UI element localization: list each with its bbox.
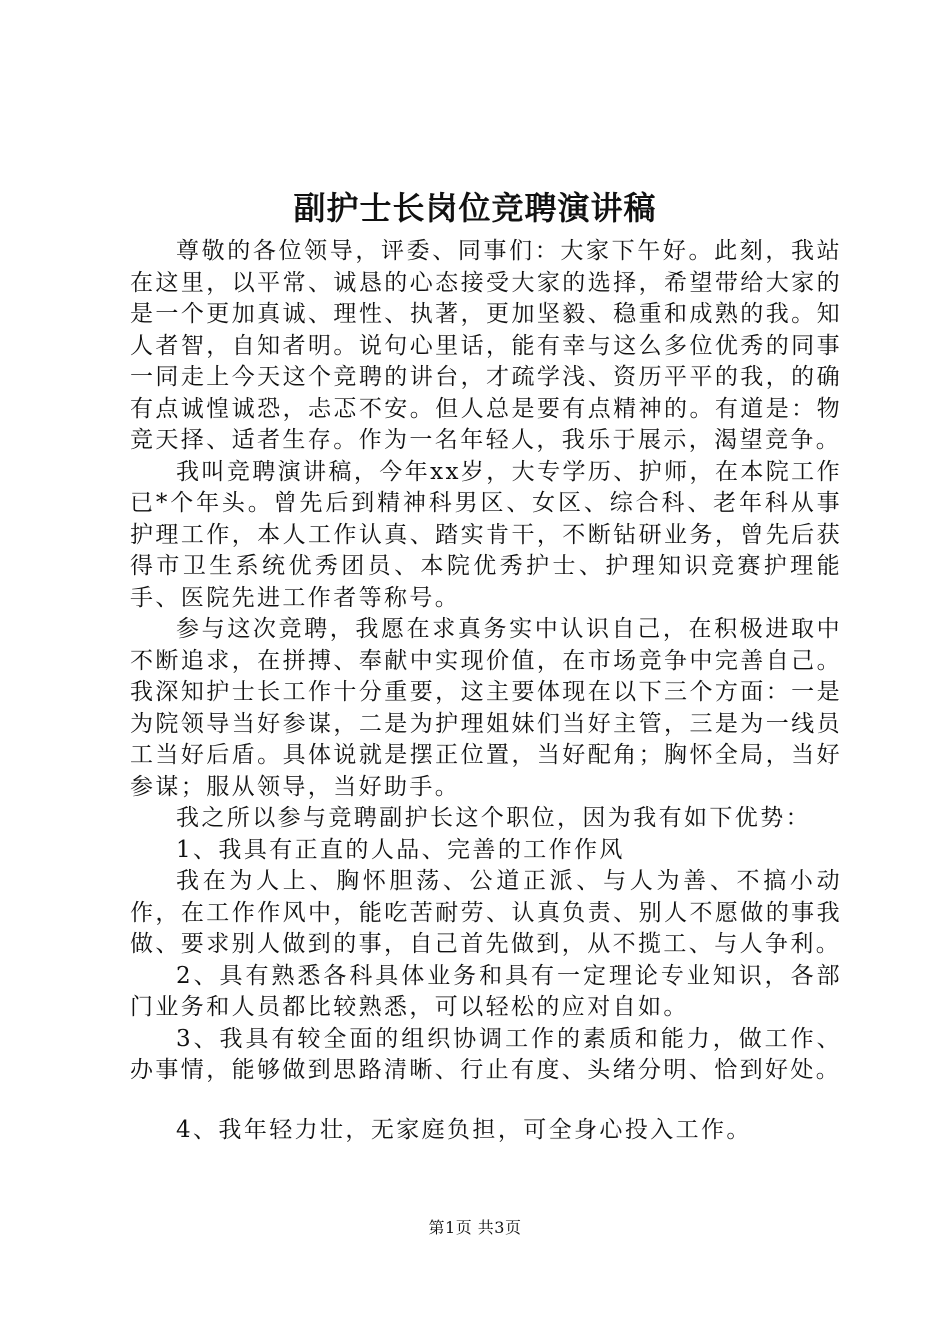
paragraph-advantage-2: 2、具有熟悉各科具体业务和具有一定理论专业知识，各部门业务和人员都比较熟悉，可以轻松的应对自如。 [130,962,842,1020]
paragraph-greeting: 尊敬的各位领导，评委、同事们：大家下午好。此刻，我站在这里，以平常、诚恳的心态接受大家的选择，希望带给大家的是一个更加真诚、理性、执著，更加坚毅、稳重和成熟的我。知人者智，自知者明。说句心里话，能有幸与这么多位优秀的同事一同走上今天这个竞聘的讲台，才疏学浅、资历平平的我，的确有点诚惶诚恐，忐忑不安。但人总是要有点精神的。有道是：物竞天择、适者生存。作为一名年轻人，我乐于展示，渴望竞争。 [130,238,842,453]
paragraph-advantages-intro: 我之所以参与竞聘副护长这个职位，因为我有如下优势： [176,805,811,831]
document-body [130,236,842,1146]
paragraph-advantage-1-heading: 1、我具有正直的人品、完善的工作作风 [176,836,625,863]
paragraph-self-introduction: 我叫竞聘演讲稿，今年xx岁，大专学历、护师，在本院工作已*个年头。曾先后到精神科男区、女区、综合科、老年科从事护理工作，本人工作认真、踏实肯干，不断钻研业务，曾先后获得市卫生系统优秀团员、本院优秀护士、护理知识竞赛护理能手、医院先进工作者等称号。 [130,458,842,611]
paragraph-advantage-4: 4、我年轻力壮，无家庭负担，可全身心投入工作。 [176,1116,752,1143]
paragraph-motivation: 参与这次竞聘，我愿在求真务实中认识自己，在积极进取中不断追求，在拼搏、奉献中实现价值，在市场竞争中完善自己。我深知护士长工作十分重要，这主要体现在以下三个方面：一是为院领导当好参谋，二是为护理姐妹们当好主管，三是为一线员工当好后盾。具体说就是摆正位置，当好配角；胸怀全局，当好参谋；服从领导，当好助手。 [130,616,842,800]
document-title: 副护士长岗位竞聘演讲稿 [293,189,657,227]
paragraph-advantage-1-detail: 我在为人上、胸怀胆荡、公道正派、与人为善、不搞小动作，在工作作风中，能吃苦耐劳、认真负责、别人不愿做的事我做、要求别人做到的事，自己首先做到，从不揽工、与人争利。 [130,868,842,957]
page-number-footer: 第1页 共3页 [428,1218,522,1237]
paragraph-advantage-3: 3、我具有较全面的组织协调工作的素质和能力，做工作、办事情，能够做到思路清晰、行止有度、头绪分明、恰到好处。 [130,1025,842,1083]
